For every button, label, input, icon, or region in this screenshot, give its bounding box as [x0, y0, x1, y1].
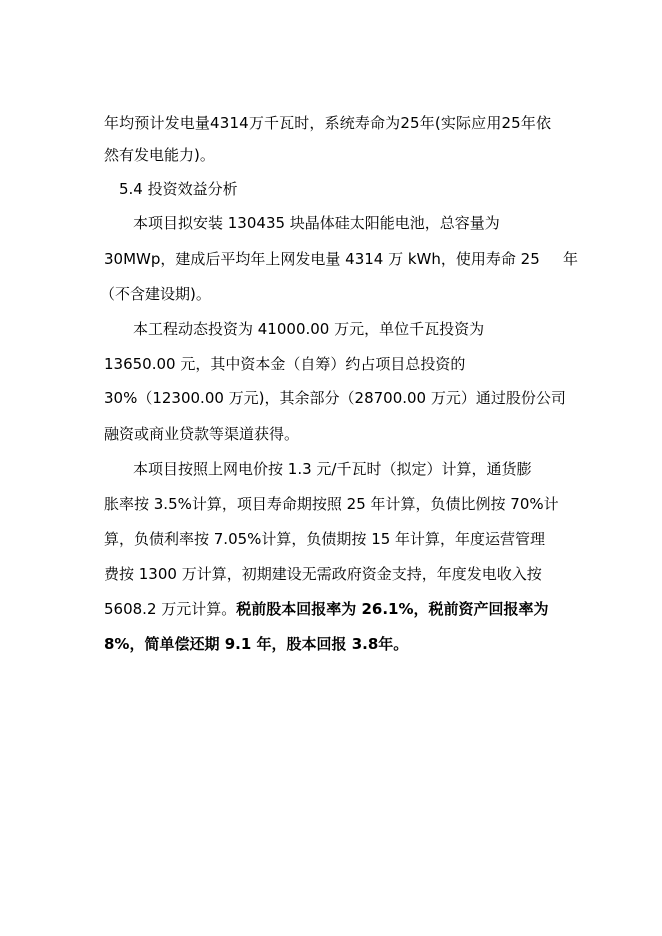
paragraph-4-line-1: 本项目按照上网电价按 1.3 元/千瓦时（拟定）计算，通货膨: [133, 460, 532, 478]
paragraph-2-line-2-end: 年: [563, 250, 579, 268]
paragraph-4-line-6: 8%，简单偿还期 9.1 年，股本回报 3.8年。: [104, 635, 409, 653]
paragraph-2-line-1: 本项目拟安装 130435 块晶体硅太阳能电池，总容量为: [133, 214, 500, 232]
section-heading: 5.4 投资效益分析: [119, 180, 238, 198]
paragraph-3-line-3: 30%（12300.00 万元)，其余部分（28700.00 万元）通过股份公司: [104, 389, 566, 407]
paragraph-4-line-3: 算，负债利率按 7.05%计算，负债期按 15 年计算，年度运营管理: [104, 530, 546, 548]
paragraph-3-line-2: 13650.00 元，其中资本金（自筹）约占项目总投资的: [104, 355, 466, 373]
paragraph-4-line-5-bold: 税前股本回报率为 26.1%，税前资产回报率为: [236, 600, 549, 618]
paragraph-4-line-5-normal: 5608.2 万元计算。: [104, 600, 237, 618]
paragraph-2-line-2: 30MWp，建成后平均年上网发电量 4314 万 kWh，使用寿命 25: [104, 250, 540, 268]
paragraph-4-line-5: [104, 599, 549, 619]
paragraph-2-line-3: （不含建设期)。: [100, 285, 211, 303]
paragraph-3-line-1: 本工程动态投资为 41000.00 万元，单位千瓦投资为: [133, 320, 485, 338]
paragraph-4-line-2: 胀率按 3.5%计算，项目寿命期按照 25 年计算，负债比例按 70%计: [104, 495, 559, 513]
paragraph-3-line-4: 融资或商业贷款等渠道获得。: [104, 425, 300, 443]
paragraph-1-line-1: 年均预计发电量4314万千瓦时，系统寿命为25年(实际应用25年依: [104, 114, 552, 132]
paragraph-1-line-2: 然有发电能力)。: [104, 146, 215, 164]
paragraph-4-line-4: 费按 1300 万计算，初期建设无需政府资金支持，年度发电收入按: [104, 565, 542, 583]
